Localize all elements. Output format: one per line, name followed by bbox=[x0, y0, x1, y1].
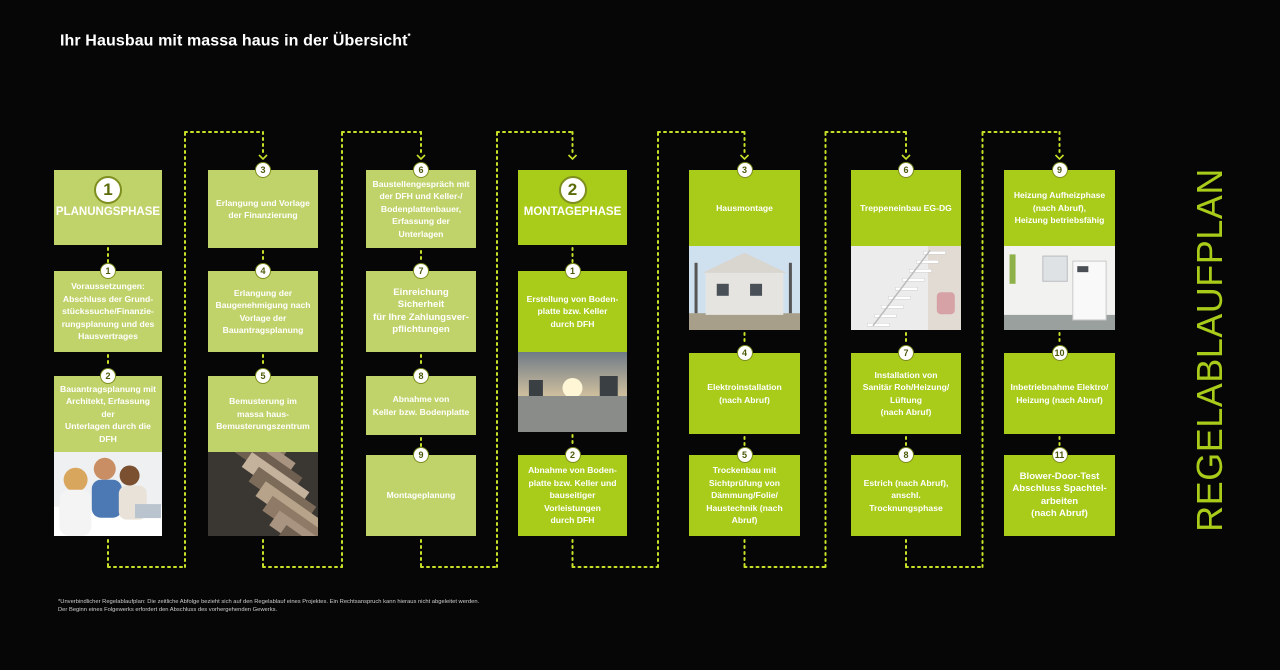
step-box bbox=[851, 170, 961, 246]
step-number-badge: 11 bbox=[1052, 447, 1068, 463]
heating-system-photo bbox=[1004, 246, 1115, 330]
step-number-badge: 4 bbox=[737, 345, 753, 361]
step-label: Erlangung der Baugenehmigung nach Vorlage der Bauantragsplanung bbox=[215, 287, 311, 335]
footnote bbox=[58, 598, 758, 614]
phase-label: MONTAGEPHASE bbox=[523, 206, 622, 219]
step-box bbox=[208, 170, 318, 248]
step-label: Abnahme von Boden- platte bzw. Keller und bauseitiger Vorleistungen durch DFH bbox=[528, 465, 617, 526]
connector-arrow bbox=[1056, 155, 1064, 159]
step-box bbox=[689, 353, 800, 434]
step-number-badge: 10 bbox=[1052, 345, 1068, 361]
step-label: Voraussetzungen: Abschluss der Grund- stückssuche/Finanzie- rungsplanung und des Hausvertrages bbox=[61, 281, 155, 342]
staircase-photo bbox=[851, 246, 961, 330]
step-box bbox=[366, 271, 476, 352]
step-number-badge: 6 bbox=[413, 162, 429, 178]
step-box bbox=[851, 455, 961, 536]
step-number-badge: 5 bbox=[255, 368, 271, 384]
step-box bbox=[518, 455, 627, 536]
step-label: Bemusterung im massa haus- Bemusterungszentrum bbox=[216, 396, 310, 432]
step-label: Baustellengespräch mit der DFH und Keller-/ Bodenplattenbauer, Erfassung der Unterlagen bbox=[372, 178, 470, 239]
step-label: Elektroinstallation (nach Abruf) bbox=[707, 382, 782, 405]
step-number-badge: 7 bbox=[898, 345, 914, 361]
page-title: Ihr Hausbau mit massa haus in der Übersicht* bbox=[60, 32, 411, 50]
step-label: Blower-Door-Test Abschluss Spachtel- arbeiten (nach Abruf) bbox=[1012, 470, 1107, 519]
house-assembly-photo bbox=[689, 246, 800, 330]
step-label: Montageplanung bbox=[386, 490, 456, 501]
step-box bbox=[366, 170, 476, 248]
step-number-badge: 6 bbox=[898, 162, 914, 178]
step-number-badge: 8 bbox=[898, 447, 914, 463]
step-number-badge: 3 bbox=[737, 162, 753, 178]
step-box bbox=[851, 353, 961, 434]
step-label: Erlangung und Vorlage der Finanzierung bbox=[216, 197, 310, 220]
step-number-badge: 3 bbox=[255, 162, 271, 178]
footnote-line-2: Der Beginn eines Folgewerks erfordert den Abschluss des vorhergehenden Gewerks. bbox=[58, 607, 278, 613]
title-asterisk: * bbox=[407, 32, 411, 41]
step-box bbox=[54, 271, 162, 352]
step-number-badge: 8 bbox=[413, 368, 429, 384]
step-label: Trockenbau mit Sichtprüfung von Dämmung/Folie/ Haustechnik (nach Abruf) bbox=[706, 465, 783, 526]
step-box bbox=[1004, 353, 1115, 434]
step-box bbox=[366, 455, 476, 536]
footnote-line-1: *Unverbindlicher Regelablaufplan: Die zeitliche Abfolge bezieht sich auf den Regelablauf eines Projektes. Ein Rechtsanspruch kann hieraus nicht abgeleitet werden. bbox=[58, 599, 480, 605]
connector-arrow bbox=[741, 155, 749, 159]
step-number-badge: 5 bbox=[737, 447, 753, 463]
step-number-badge: 1 bbox=[100, 263, 116, 279]
step-label: Erstellung von Boden- platte bzw. Keller durch DFH bbox=[526, 293, 619, 329]
flooring-samples-photo bbox=[208, 452, 318, 536]
step-label: Estrich (nach Abruf), anschl. Trocknungsphase bbox=[863, 477, 949, 513]
step-box bbox=[689, 170, 800, 246]
connector-arrow bbox=[902, 155, 910, 159]
step-number-badge: 1 bbox=[565, 263, 581, 279]
step-box bbox=[1004, 170, 1115, 246]
connector-arrow bbox=[259, 155, 267, 159]
step-label: Bauantragsplanung mit Architekt, Erfassung der Unterlagen durch die DFH bbox=[60, 383, 156, 444]
step-label: Installation von Sanitär Roh/Heizung/ Lüftung (nach Abruf) bbox=[862, 369, 950, 417]
connector-arrow bbox=[417, 155, 425, 159]
step-label: Einreichung Sicherheit für Ihre Zahlungsver- pflichtungen bbox=[373, 286, 469, 335]
step-box bbox=[366, 376, 476, 435]
family-consultation-photo bbox=[54, 452, 162, 536]
step-number-badge: 1 bbox=[94, 176, 122, 204]
phase-label: PLANUNGSPHASE bbox=[55, 206, 161, 219]
step-number-badge: 2 bbox=[565, 447, 581, 463]
step-box bbox=[208, 376, 318, 452]
foundation-slab-photo bbox=[518, 352, 627, 432]
step-box bbox=[689, 455, 800, 536]
connector-arrow bbox=[569, 155, 577, 159]
step-label: Inbetriebnahme Elektro/ Heizung (nach Abruf) bbox=[1010, 382, 1109, 405]
step-label: Hausmontage bbox=[716, 202, 773, 213]
step-label: Abnahme von Keller bzw. Bodenplatte bbox=[372, 394, 470, 417]
step-number-badge: 4 bbox=[255, 263, 271, 279]
step-number-badge: 9 bbox=[1052, 162, 1068, 178]
step-number-badge: 2 bbox=[559, 176, 587, 204]
step-number-badge: 9 bbox=[413, 447, 429, 463]
step-label: Treppeneinbau EG-DG bbox=[860, 202, 952, 213]
vertical-title-text: REGELABLAUFPLAN bbox=[1189, 168, 1231, 532]
step-number-badge: 7 bbox=[413, 263, 429, 279]
step-number-badge: 2 bbox=[100, 368, 116, 384]
vertical-title bbox=[1180, 160, 1240, 540]
step-box bbox=[208, 271, 318, 352]
step-label: Heizung Aufheizphase (nach Abruf), Heizung betriebsfähig bbox=[1013, 190, 1106, 226]
step-box bbox=[1004, 455, 1115, 536]
step-box bbox=[54, 376, 162, 452]
step-box bbox=[518, 271, 627, 352]
